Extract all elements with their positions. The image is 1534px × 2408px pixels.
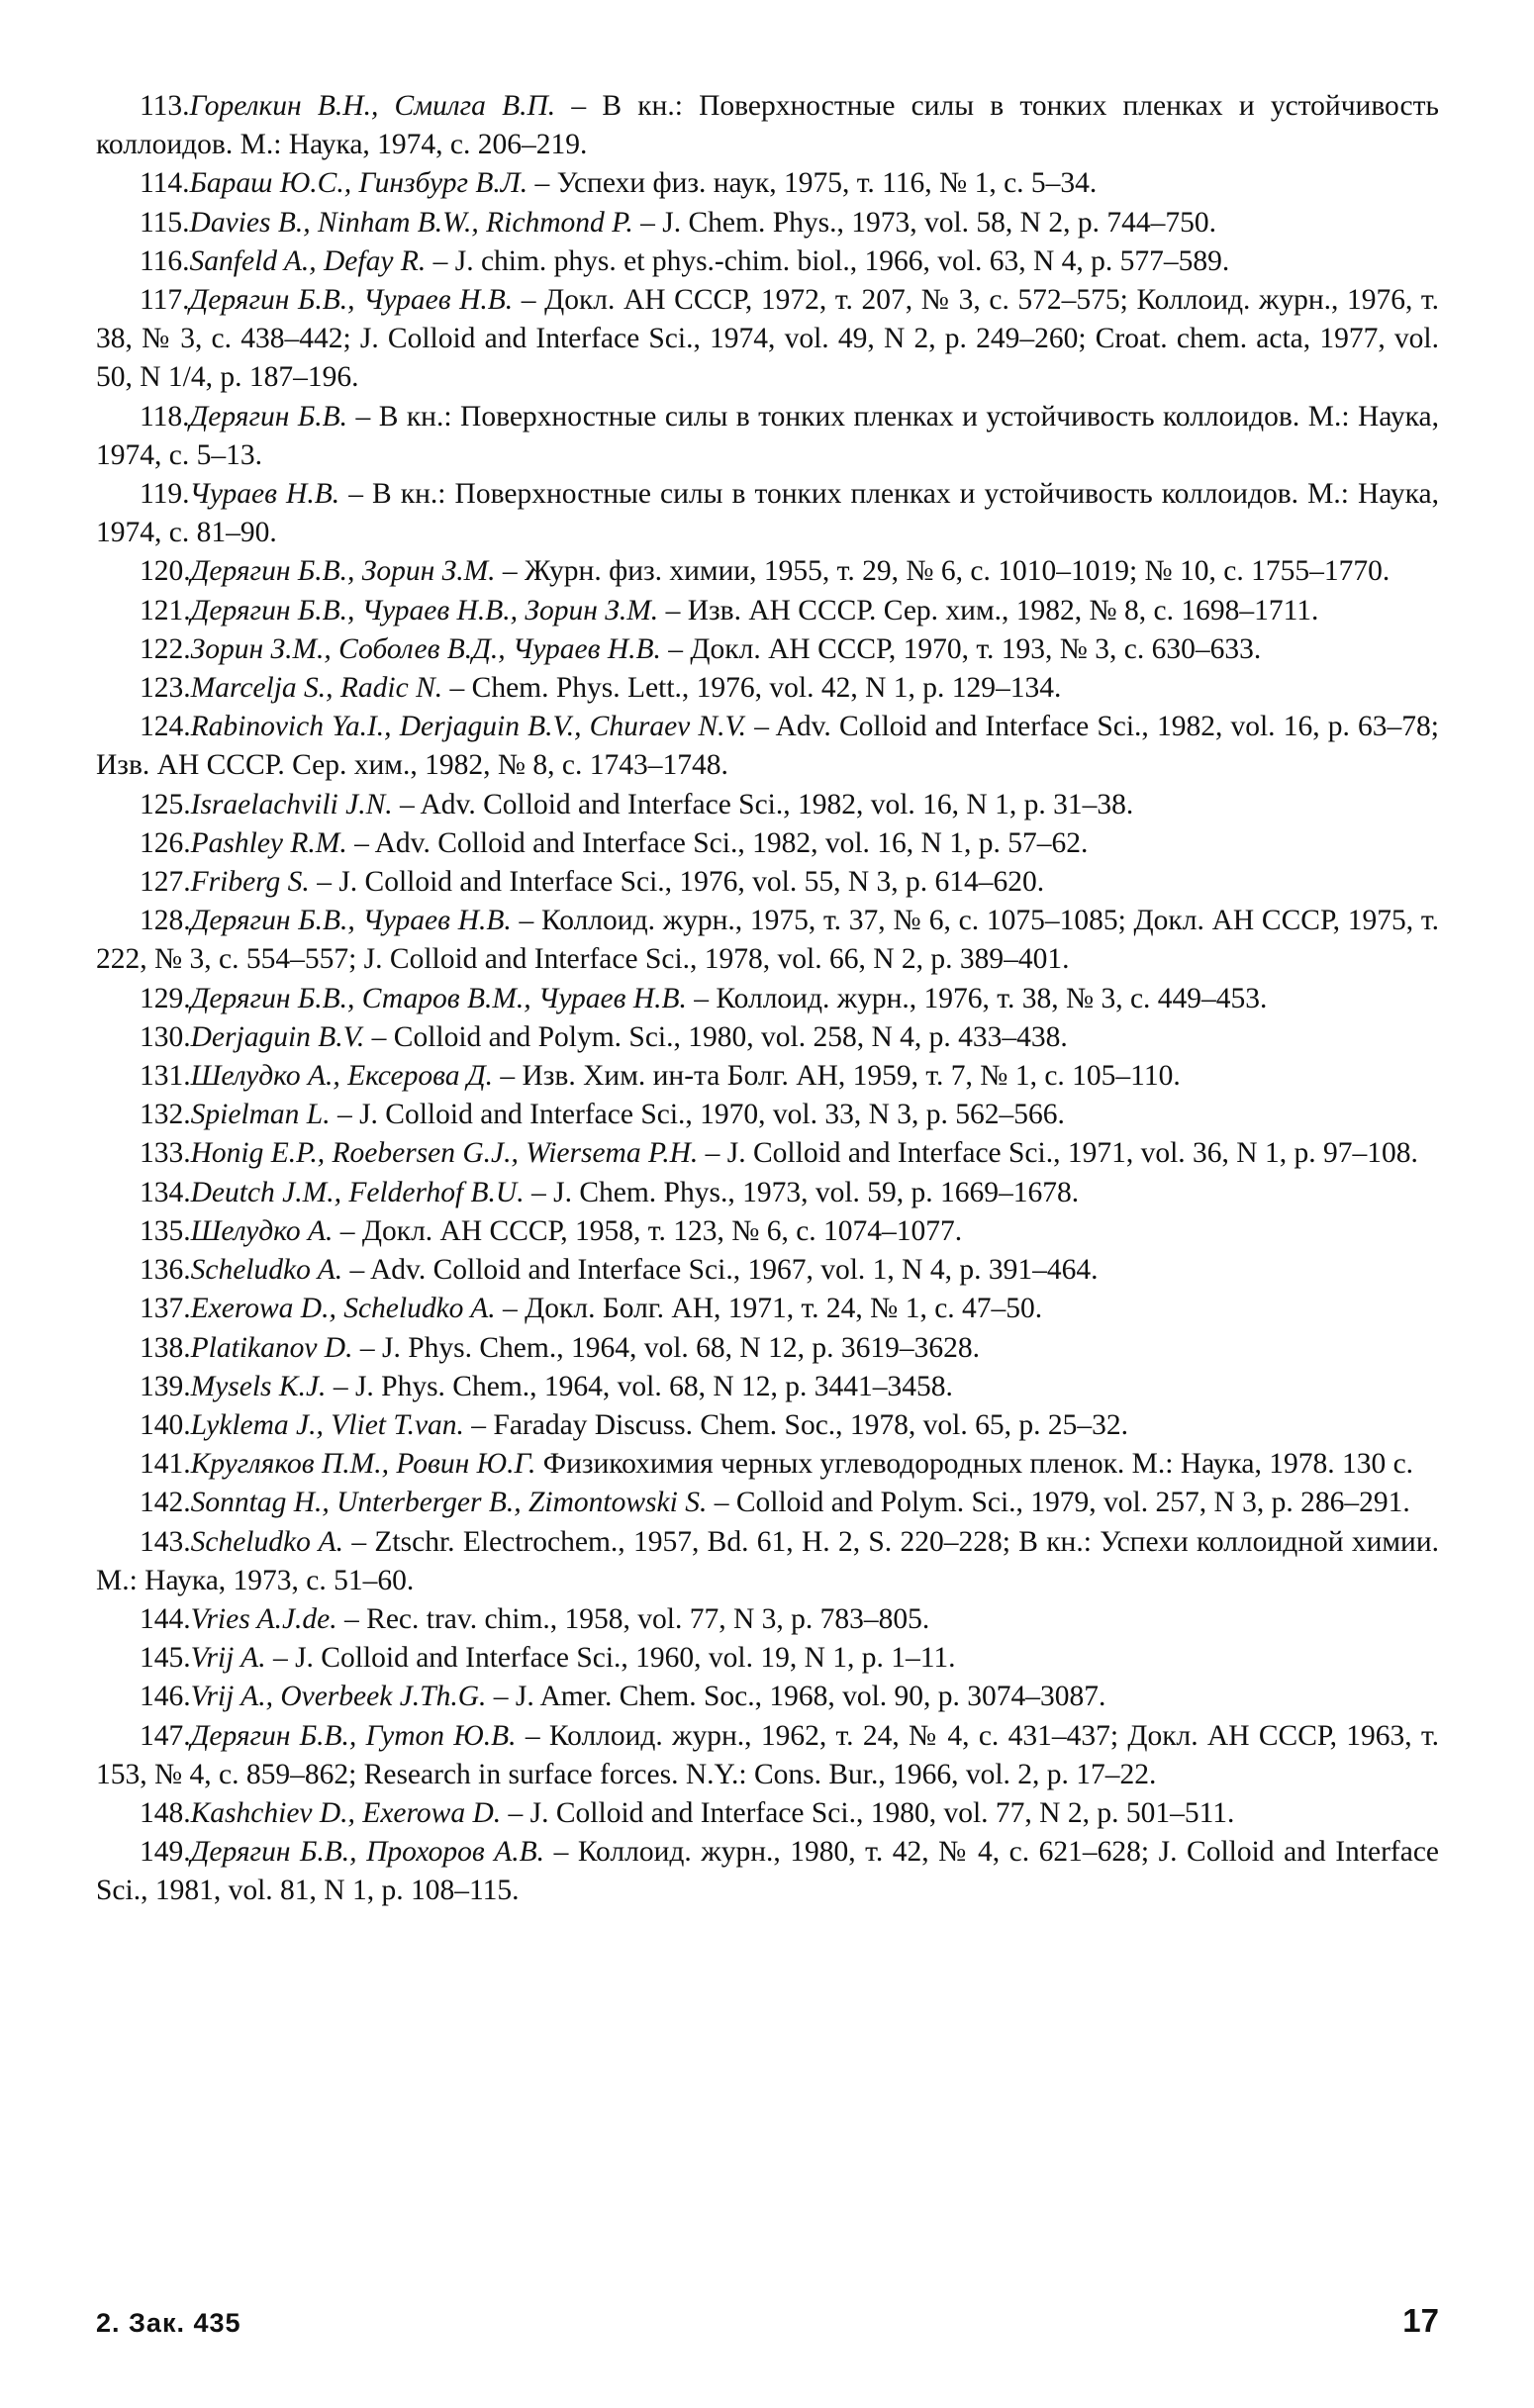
reference-authors: Чураев Н.В. (189, 478, 340, 511)
reference-item (96, 1639, 1439, 1678)
reference-item (96, 87, 1439, 164)
reference-authors: Exerowa D., Scheludko A. (190, 1293, 496, 1325)
reference-authors: Deutch J.M., Felderhof B.U. (190, 1176, 525, 1208)
page-number: 17 (1402, 2302, 1439, 2339)
reference-text: – Журн. физ. химии, 1955, т. 29, № 6, с. 1010–1019; № 10, с. 1755–1770. (495, 555, 1390, 588)
reference-authors: Бараш Ю.С., Гинзбург В.Л. (189, 167, 528, 200)
reference-text: Физикохимия черных углеводородных пленок. М.: Наука, 1978. 130 с. (535, 1448, 1414, 1481)
reference-number: 132. (140, 1099, 191, 1131)
reference-number: 148. (140, 1796, 191, 1829)
reference-number: 144. (140, 1602, 191, 1635)
reference-list (96, 87, 1439, 1911)
reference-number: 142. (140, 1487, 191, 1519)
reference-item (96, 1600, 1439, 1639)
reference-item (96, 1134, 1439, 1173)
reference-number: 131. (140, 1060, 191, 1093)
reference-number: 134. (140, 1176, 191, 1208)
reference-text: – Докл. АН СССР, 1970, т. 193, № 3, с. 630–633. (660, 632, 1262, 665)
reference-text: – J. Chem. Phys., 1973, vol. 58, N 2, p. 744–750. (632, 206, 1216, 239)
reference-item (96, 1057, 1439, 1096)
reference-text: – J. Colloid and Interface Sci., 1976, vol. 55, N 3, p. 614–620. (309, 866, 1045, 899)
reference-number: 127. (140, 866, 191, 899)
reference-authors: Sonntag H., Unterberger B., Zimontowski S. (190, 1487, 708, 1519)
reference-number: 113. (140, 90, 190, 122)
reference-item (96, 1717, 1439, 1794)
reference-text: – J. Colloid and Interface Sci., 1971, vol. 36, N 1, p. 97–108. (698, 1137, 1418, 1170)
reference-text: – Докл. Болг. АН, 1971, т. 24, № 1, с. 47–50. (495, 1293, 1043, 1325)
reference-text: – J. Chem. Phys., 1973, vol. 59, p. 1669–1678. (524, 1176, 1080, 1208)
reference-authors: Vrij A. (190, 1642, 266, 1675)
reference-text: – Colloid and Polym. Sci., 1980, vol. 258, N 4, p. 433–438. (364, 1020, 1068, 1053)
reference-number: 128. (140, 905, 191, 937)
reference-authors: Дерягин Б.В., Гутоп Ю.В. (190, 1719, 517, 1752)
reference-authors: Scheludko A. (190, 1254, 343, 1287)
reference-text: – Adv. Colloid and Interface Sci., 1982, vol. 16, N 1, p. 57–62. (346, 826, 1089, 859)
reference-item (96, 980, 1439, 1018)
reference-text: – Докл. АН СССР, 1972, т. 207, № 3, с. 572–575; Коллоид. журн., 1976, т. 38, № 3, с. 438–442; J. Colloid and Interface Sci., 1974, vol. 49, N 2, p. 249–260; Croat. chem. acta, 1977, vol. 50, N 1/4, p. 187–196. (96, 284, 1439, 394)
reference-authors: Дерягин Б.В., Прохоров А.В. (190, 1836, 545, 1869)
reference-authors: Дерягин Б.В., Чураев Н.В. (189, 284, 514, 317)
reference-item (96, 902, 1439, 979)
reference-text: – Adv. Colloid and Interface Sci., 1967, vol. 1, N 4, p. 391–464. (342, 1254, 1099, 1287)
reference-number: 143. (140, 1525, 191, 1558)
reference-number: 145. (140, 1642, 191, 1675)
reference-item (96, 1096, 1439, 1134)
reference-item (96, 1523, 1439, 1600)
reference-text: – Rec. trav. chim., 1958, vol. 77, N 3, p. 783–805. (336, 1602, 930, 1635)
reference-authors: Vries A.J.de. (190, 1602, 337, 1635)
reference-text: – Adv. Colloid and Interface Sci., 1982, vol. 16, N 1, p. 31–38. (392, 788, 1134, 820)
reference-number: 117. (140, 284, 190, 317)
reference-authors: Marcelja S., Radic N. (190, 672, 443, 705)
reference-text: – Коллоид. журн., 1962, т. 24, № 4, с. 431–437; Докл. АН СССР, 1963, т. 153, № 4, с. 859–862; Research in surface forces. N.Y.: Cons. Bur., 1966, vol. 2, p. 17–22. (96, 1719, 1439, 1790)
reference-number: 114. (140, 167, 190, 200)
reference-number: 141. (140, 1448, 191, 1481)
reference-authors: Rabinovich Ya.I., Derjaguin B.V., Churaev N.V. (190, 711, 747, 743)
reference-authors: Шелудко А. (190, 1214, 334, 1247)
page-footer (96, 2302, 1439, 2340)
reference-item (96, 669, 1439, 708)
reference-text: – J. Colloid and Interface Sci., 1960, vol. 19, N 1, p. 1–11. (265, 1642, 956, 1675)
reference-number: 126. (140, 826, 191, 859)
reference-number: 121. (140, 594, 191, 626)
reference-item (96, 786, 1439, 824)
reference-item (96, 1212, 1439, 1251)
reference-item (96, 1368, 1439, 1406)
reference-text: – J. Amer. Chem. Soc., 1968, vol. 90, p. 3074–3087. (486, 1681, 1106, 1713)
reference-item (96, 242, 1439, 281)
reference-text: – Chem. Phys. Lett., 1976, vol. 42, N 1, p. 129–134. (442, 672, 1062, 705)
reference-number: 138. (140, 1331, 191, 1364)
reference-authors: Lyklema J., Vliet T.van. (190, 1408, 464, 1441)
reference-authors: Шелудко А., Ексерова Д. (190, 1060, 493, 1093)
reference-authors: Дерягин Б.В. (189, 400, 348, 433)
reference-number: 137. (140, 1293, 191, 1325)
reference-number: 125. (140, 788, 191, 820)
reference-number: 136. (140, 1254, 191, 1287)
reference-number: 146. (140, 1681, 191, 1713)
reference-number: 119. (140, 478, 190, 511)
reference-text: – Изв. АН СССР. Сер. хим., 1982, № 8, с. 1698–1711. (658, 594, 1319, 626)
reference-authors: Дерягин Б.В., Зорин З.М. (190, 555, 496, 588)
reference-item (96, 1329, 1439, 1368)
reference-text: – Ztschr. Electrochem., 1957, Bd. 61, H. 2, S. 220–228; В кн.: Успехи коллоидной химии. М.: Наука, 1973, с. 51–60. (96, 1525, 1439, 1596)
reference-text: – J. Colloid and Interface Sci., 1980, vol. 77, N 2, p. 501–511. (501, 1796, 1235, 1829)
reference-authors: Derjaguin B.V. (190, 1020, 365, 1053)
reference-text: – Коллоид. журн., 1980, т. 42, № 4, с. 621–628; J. Colloid and Interface Sci., 1981, vol. 81, N 1, p. 108–115. (96, 1836, 1440, 1907)
reference-text: – В кн.: Поверхностные силы в тонких пленках и устойчивость коллоидов. М.: Наука, 1974, с. 206–219. (96, 90, 1439, 161)
reference-item (96, 1174, 1439, 1212)
reference-item (96, 398, 1439, 475)
reference-item (96, 708, 1439, 785)
reference-authors: Дерягин Б.В., Старов В.М., Чураев Н.В. (190, 982, 687, 1014)
reference-item (96, 824, 1439, 863)
reference-item (96, 1445, 1439, 1484)
reference-text: – В кн.: Поверхностные силы в тонких пленках и устойчивость коллоидов. М.: Наука, 1974, с. 81–90. (96, 478, 1439, 549)
reference-item (96, 1678, 1439, 1716)
reference-authors: Pashley R.M. (190, 826, 347, 859)
reference-authors: Israelachvili J.N. (190, 788, 393, 820)
reference-text: – J. chim. phys. et phys.-chim. biol., 1966, vol. 63, N 4, p. 577–589. (426, 244, 1230, 277)
reference-authors: Кругляков П.М., Ровин Ю.Г. (190, 1448, 536, 1481)
reference-number: 123. (140, 672, 191, 705)
reference-number: 124. (140, 711, 191, 743)
reference-number: 115. (140, 206, 190, 239)
reference-number: 118. (140, 400, 190, 433)
reference-text: – В кн.: Поверхностные силы в тонких пленках и устойчивость коллоидов. М.: Наука, 1974, с. 5–13. (96, 400, 1439, 471)
reference-number: 139. (140, 1370, 191, 1402)
reference-number: 140. (140, 1408, 191, 1441)
reference-authors: Mysels K.J. (190, 1370, 327, 1402)
reference-number: 130. (140, 1020, 191, 1053)
reference-item (96, 164, 1439, 203)
reference-number: 129. (140, 982, 191, 1014)
reference-authors: Scheludko A. (190, 1525, 344, 1558)
reference-authors: Зорин З.М., Соболев В.Д., Чураев Н.В. (190, 632, 661, 665)
reference-authors: Honig E.P., Roebersen G.J., Wiersema P.H. (190, 1137, 699, 1170)
reference-text: – Успехи физ. наук, 1975, т. 116, № 1, с. 5–34. (527, 167, 1098, 200)
reference-text: – J. Phys. Chem., 1964, vol. 68, N 12, p. 3619–3628. (352, 1331, 980, 1364)
reference-number: 120. (140, 555, 191, 588)
reference-item (96, 1290, 1439, 1328)
reference-authors: Дерягин Б.В., Чураев Н.В. (190, 905, 512, 937)
reference-number: 133. (140, 1137, 191, 1170)
reference-authors: Kashchiev D., Exerowa D. (190, 1796, 502, 1829)
reference-item (96, 1833, 1439, 1910)
reference-number: 147. (140, 1719, 191, 1752)
reference-item (96, 552, 1439, 591)
reference-text: – Коллоид. журн., 1976, т. 38, № 3, с. 449–453. (686, 982, 1268, 1014)
reference-item (96, 281, 1439, 398)
reference-item (96, 1794, 1439, 1833)
reference-text: – J. Colloid and Interface Sci., 1970, vol. 33, N 3, p. 562–566. (330, 1099, 1065, 1131)
reference-authors: Platikanov D. (190, 1331, 353, 1364)
reference-authors: Davies B., Ninham B.W., Richmond P. (189, 206, 633, 239)
reference-authors: Дерягин Б.В., Чураев Н.В., Зорин З.М. (190, 594, 659, 626)
reference-number: 149. (140, 1836, 191, 1869)
reference-text: – J. Phys. Chem., 1964, vol. 68, N 12, p. 3441–3458. (326, 1370, 953, 1402)
reference-number: 116. (140, 244, 190, 277)
reference-text: – Adv. Colloid and Interface Sci., 1982, vol. 16, p. 63–78; Изв. АН СССР. Сер. хим., 1982, № 8, с. 1743–1748. (96, 711, 1439, 782)
reference-authors: Sanfeld A., Defay R. (189, 244, 427, 277)
reference-text: – Изв. Хим. ин-та Болг. АН, 1959, т. 7, № 1, с. 105–110. (492, 1060, 1181, 1093)
reference-item (96, 1484, 1439, 1522)
reference-text: – Коллоид. журн., 1975, т. 37, № 6, с. 1075–1085; Докл. АН СССР, 1975, т. 222, № 3, с. 554–557; J. Colloid and Interface Sci., 1978, vol. 66, N 2, p. 389–401. (96, 905, 1439, 976)
reference-authors: Vrij A., Overbeek J.Th.G. (190, 1681, 487, 1713)
reference-item (96, 863, 1439, 902)
reference-text: – Докл. АН СССР, 1958, т. 123, № 6, с. 1074–1077. (333, 1214, 963, 1247)
reference-text: – Faraday Discuss. Chem. Soc., 1978, vol. 65, p. 25–32. (463, 1408, 1129, 1441)
reference-authors: Spielman L. (190, 1099, 331, 1131)
reference-authors: Горелкин В.Н., Смилга В.П. (189, 90, 556, 122)
reference-authors: Friberg S. (190, 866, 310, 899)
printer-signature: 2. Зак. 435 (96, 2308, 241, 2338)
reference-number: 122. (140, 632, 191, 665)
reference-item (96, 1018, 1439, 1057)
reference-item (96, 1251, 1439, 1290)
reference-item (96, 592, 1439, 630)
reference-number: 135. (140, 1214, 191, 1247)
reference-text: – Colloid and Polym. Sci., 1979, vol. 257, N 3, p. 286–291. (707, 1487, 1410, 1519)
reference-item (96, 630, 1439, 669)
reference-item (96, 204, 1439, 242)
reference-item (96, 475, 1439, 552)
reference-item (96, 1406, 1439, 1445)
